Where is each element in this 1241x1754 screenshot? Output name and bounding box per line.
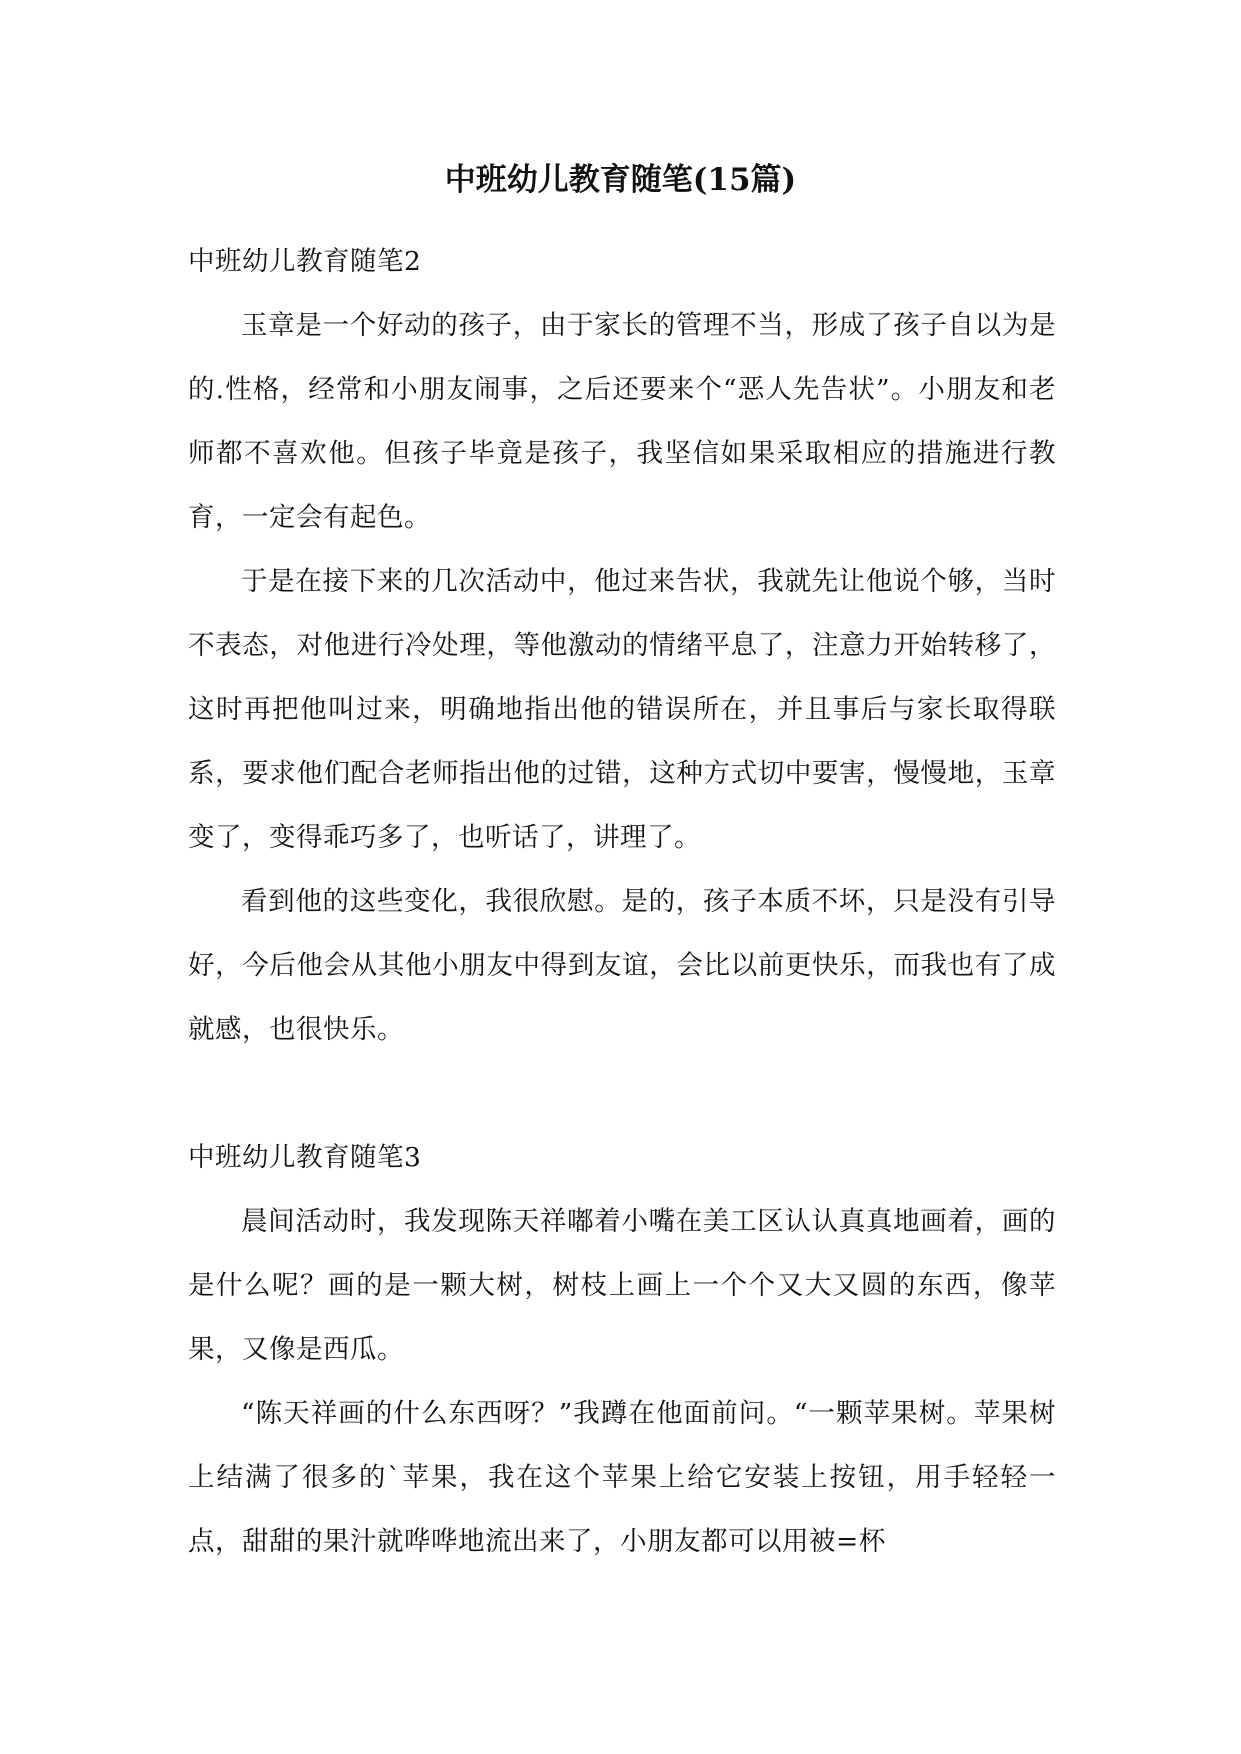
section-heading: 中班幼儿教育随笔3	[188, 1142, 422, 1173]
section-heading: 中班幼儿教育随笔2	[188, 246, 422, 277]
section-spacer	[188, 1062, 1056, 1126]
paragraph: 晨间活动时，我发现陈天祥嘟着小嘴在美工区认认真真地画着，画的是什么呢？画的是一颗大树，树枝上画上一个个又大又圆的东西，像苹果，又像是西瓜。	[188, 1206, 1056, 1365]
paragraph: 看到他的这些变化，我很欣慰。是的，孩子本质不坏，只是没有引导好，今后他会从其他小朋友中得到友谊，会比以前更快乐，而我也有了成就感，也很快乐。	[188, 886, 1056, 1045]
paragraph: 于是在接下来的几次活动中，他过来告状，我就先让他说个够，当时不表态，对他进行冷处理，等他激动的情绪平息了，注意力开始转移了，这时再把他叫过来，明确地指出他的错误所在，并且事后与家长取得联系，要求他们配合老师指出他的过错，这种方式切中要害，慢慢地，玉章变了，变得乖巧多了，也听话了，讲理了。	[188, 566, 1056, 853]
paragraph: “陈天祥画的什么东西呀？”我蹲在他面前问。“一颗苹果树。苹果树上结满了很多的`苹果，我在这个苹果上给它安装上按钮，用手轻轻一点，甜甜的果汁就哗哗地流出来了，小朋友都可以用被=杯	[188, 1398, 1056, 1557]
document-title: 中班幼儿教育随笔(15篇)	[444, 162, 797, 198]
paragraph: 玉章是一个好动的孩子，由于家长的管理不当，形成了孩子自以为是的.性格，经常和小朋友闹事，之后还要来个“恶人先告状”。小朋友和老师都不喜欢他。但孩子毕竟是孩子，我坚信如果采取相应的措施进行教育，一定会有起色。	[188, 310, 1056, 533]
document-body	[188, 230, 1056, 1574]
